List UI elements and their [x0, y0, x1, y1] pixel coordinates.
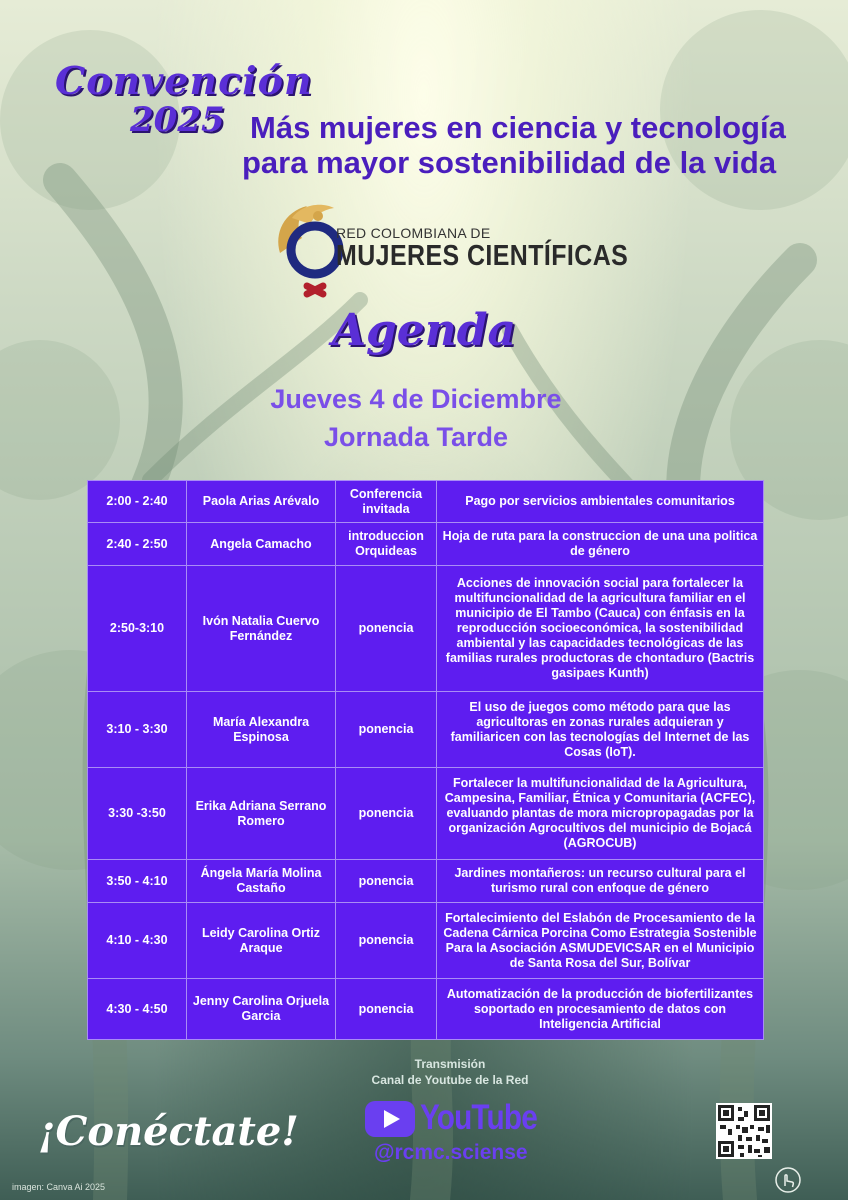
speaker-cell: Paola Arias Arévalo [187, 481, 336, 523]
event-date: Jueves 4 de Diciembre [270, 384, 562, 414]
session-name: Jornada Tarde [323, 422, 509, 452]
speaker-cell: Ivón Natalia Cuervo Fernández [187, 566, 336, 692]
connect-slogan: ¡Conéctate! [38, 1108, 299, 1155]
time-cell: 3:30 -3:50 [88, 768, 187, 860]
channel-label: Canal de Youtube de la Red [371, 1073, 529, 1087]
table-row [88, 692, 764, 768]
topic-cell: Automatización de la producción de biofertilizantes soportado en procesamiento de datos con Inteligencia Artificial [437, 979, 764, 1040]
table-row [88, 903, 764, 979]
convention-year: 2025 [130, 100, 225, 140]
speaker-cell: Jenny Carolina Orjuela Garcia [187, 979, 336, 1040]
type-cell: ponencia [336, 566, 437, 692]
agenda-table [87, 480, 764, 1040]
time-cell: 3:10 - 3:30 [88, 692, 187, 768]
agenda-title: Agenda [331, 305, 517, 356]
type-cell: ponencia [336, 979, 437, 1040]
logo-text-line-2: MUJERES CIENTÍFICAS [336, 240, 629, 272]
time-cell: 2:50-3:10 [88, 566, 187, 692]
topic-cell: Fortalecimiento del Eslabón de Procesamiento de la Cadena Cárnica Porcina Como Estrategia Sostenible Para la Asociación ASMUDEVICSAR en el Municipio de Santa Rosa del Sur, Bolívar [437, 903, 764, 979]
speaker-cell: María Alexandra Espinosa [187, 692, 336, 768]
table-row [88, 860, 764, 903]
time-cell: 2:40 - 2:50 [88, 523, 187, 566]
subtitle-line-1: Más mujeres en ciencia y tecnología [250, 110, 786, 145]
table-row [88, 979, 764, 1040]
convention-title: Convención [55, 58, 313, 103]
topic-cell: El uso de juegos como método para que las agricultoras en zonas rurales adquieran y familiaricen con las tecnologías del Internet de las Cosas (IoT). [437, 692, 764, 768]
table-row [88, 523, 764, 566]
table-row [88, 768, 764, 860]
topic-cell: Acciones de innovación social para fortalecer la multifuncionalidad de la agricultura familiar en el municipio de El Tambo (Cauca) con énfasis en la reproducción socioeconómica, la sostenibilidad ambiental y las capacidades tecnológicas de las familias rurales productoras de chontaduro (Bactris gasipaes Kunth) [437, 566, 764, 692]
time-cell: 3:50 - 4:10 [88, 860, 187, 903]
logo-text-line-1: RED COLOMBIANA DE [336, 225, 491, 241]
speaker-cell: Ángela María Molina Castaño [187, 860, 336, 903]
time-cell: 4:10 - 4:30 [88, 903, 187, 979]
image-credit: imagen: Canva Ai 2025 [12, 1182, 106, 1192]
time-cell: 2:00 - 2:40 [88, 481, 187, 523]
topic-cell: Hoja de ruta para la construccion de una una politica de género [437, 523, 764, 566]
speaker-cell: Erika Adriana Serrano Romero [187, 768, 336, 860]
type-cell: ponencia [336, 903, 437, 979]
speaker-cell: Angela Camacho [187, 523, 336, 566]
type-cell: ponencia [336, 768, 437, 860]
subtitle-line-2: para mayor sostenibilidad de la vida [242, 145, 777, 180]
topic-cell: Jardines montañeros: un recurso cultural para el turismo rural con enfoque de género [437, 860, 764, 903]
topic-cell: Fortalecer la multifuncionalidad de la Agricultura, Campesina, Familiar, Étnica y Comunitaria (ACFEC), evaluando plantas de mora micropropagadas por la organización Agrocultivos del municipio de Bojacá (AGROCUB) [437, 768, 764, 860]
qr-code-icon[interactable] [716, 1103, 772, 1159]
youtube-play-icon[interactable] [365, 1101, 415, 1137]
speaker-cell: Leidy Carolina Ortiz Araque [187, 903, 336, 979]
table-row [88, 481, 764, 523]
type-cell: ponencia [336, 692, 437, 768]
topic-cell: Pago por servicios ambientales comunitarios [437, 481, 764, 523]
type-cell: introduccion Orquideas [336, 523, 437, 566]
channel-handle[interactable]: @rcmc.sciense [374, 1141, 528, 1164]
type-cell: ponencia [336, 860, 437, 903]
transmission-label: Transmisión [414, 1057, 486, 1071]
youtube-wordmark[interactable]: YouTube [420, 1098, 537, 1137]
touch-hand-icon [774, 1166, 802, 1194]
table-row [88, 566, 764, 692]
type-cell: Conferencia invitada [336, 481, 437, 523]
time-cell: 4:30 - 4:50 [88, 979, 187, 1040]
